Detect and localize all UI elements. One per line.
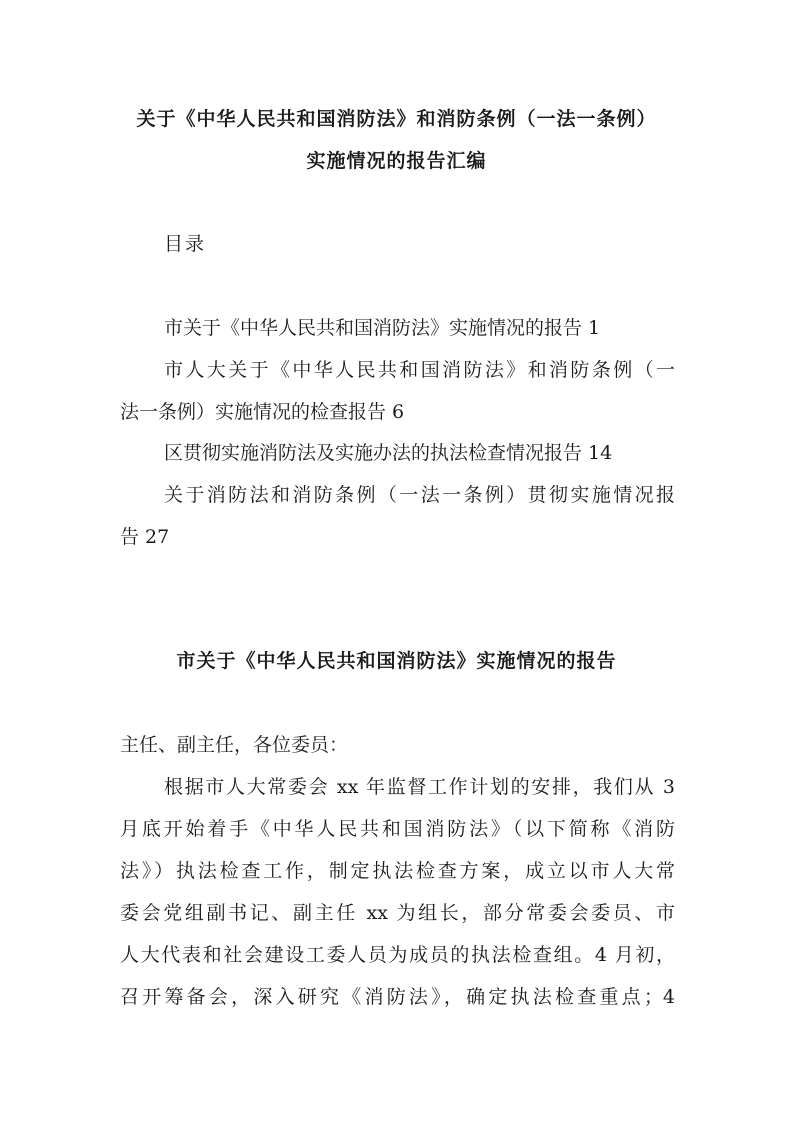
- toc-entry-1[interactable]: 市关于《中华人民共和国消防法》实施情况的报告 1: [164, 317, 601, 339]
- body-line-4: 委会党组副书记、副主任 xx 为组长，部分常委会委员、市: [120, 902, 675, 924]
- salutation: 主任、副主任，各位委员：: [120, 734, 349, 756]
- toc-entry-4-line-2[interactable]: 告 27: [120, 526, 170, 548]
- toc-entry-3[interactable]: 区贯彻实施消防法及实施办法的执法检查情况报告 14: [164, 442, 613, 464]
- document-title-line-2: 实施情况的报告汇编: [306, 150, 487, 172]
- body-line-2: 月底开始着手《中华人民共和国消防法》（以下简称《消防: [120, 818, 675, 840]
- document-title-line-1: 关于《中华人民共和国消防法》和消防条例（一法一条例）: [136, 108, 657, 130]
- body-line-5: 人大代表和社会建设工委人员为成员的执法检查组。4 月初，: [120, 944, 675, 966]
- body-line-1: 根据市人大常委会 xx 年监督工作计划的安排，我们从 3: [164, 776, 675, 798]
- toc-entry-2-line-1[interactable]: 市人大关于《中华人民共和国消防法》和消防条例（一: [164, 359, 675, 381]
- toc-entry-2-line-2[interactable]: 法一条例）实施情况的检查报告 6: [120, 401, 405, 423]
- toc-entry-4-line-1[interactable]: 关于消防法和消防条例（一法一条例）贯彻实施情况报: [164, 484, 675, 506]
- toc-heading: 目录: [164, 233, 207, 255]
- body-line-3: 法》）执法检查工作，制定执法检查方案，成立以市人大常: [120, 860, 675, 882]
- section-title: 市关于《中华人民共和国消防法》实施情况的报告: [176, 650, 617, 672]
- body-line-6: 召开筹备会，深入研究《消防法》，确定执法检查重点；4: [120, 986, 675, 1008]
